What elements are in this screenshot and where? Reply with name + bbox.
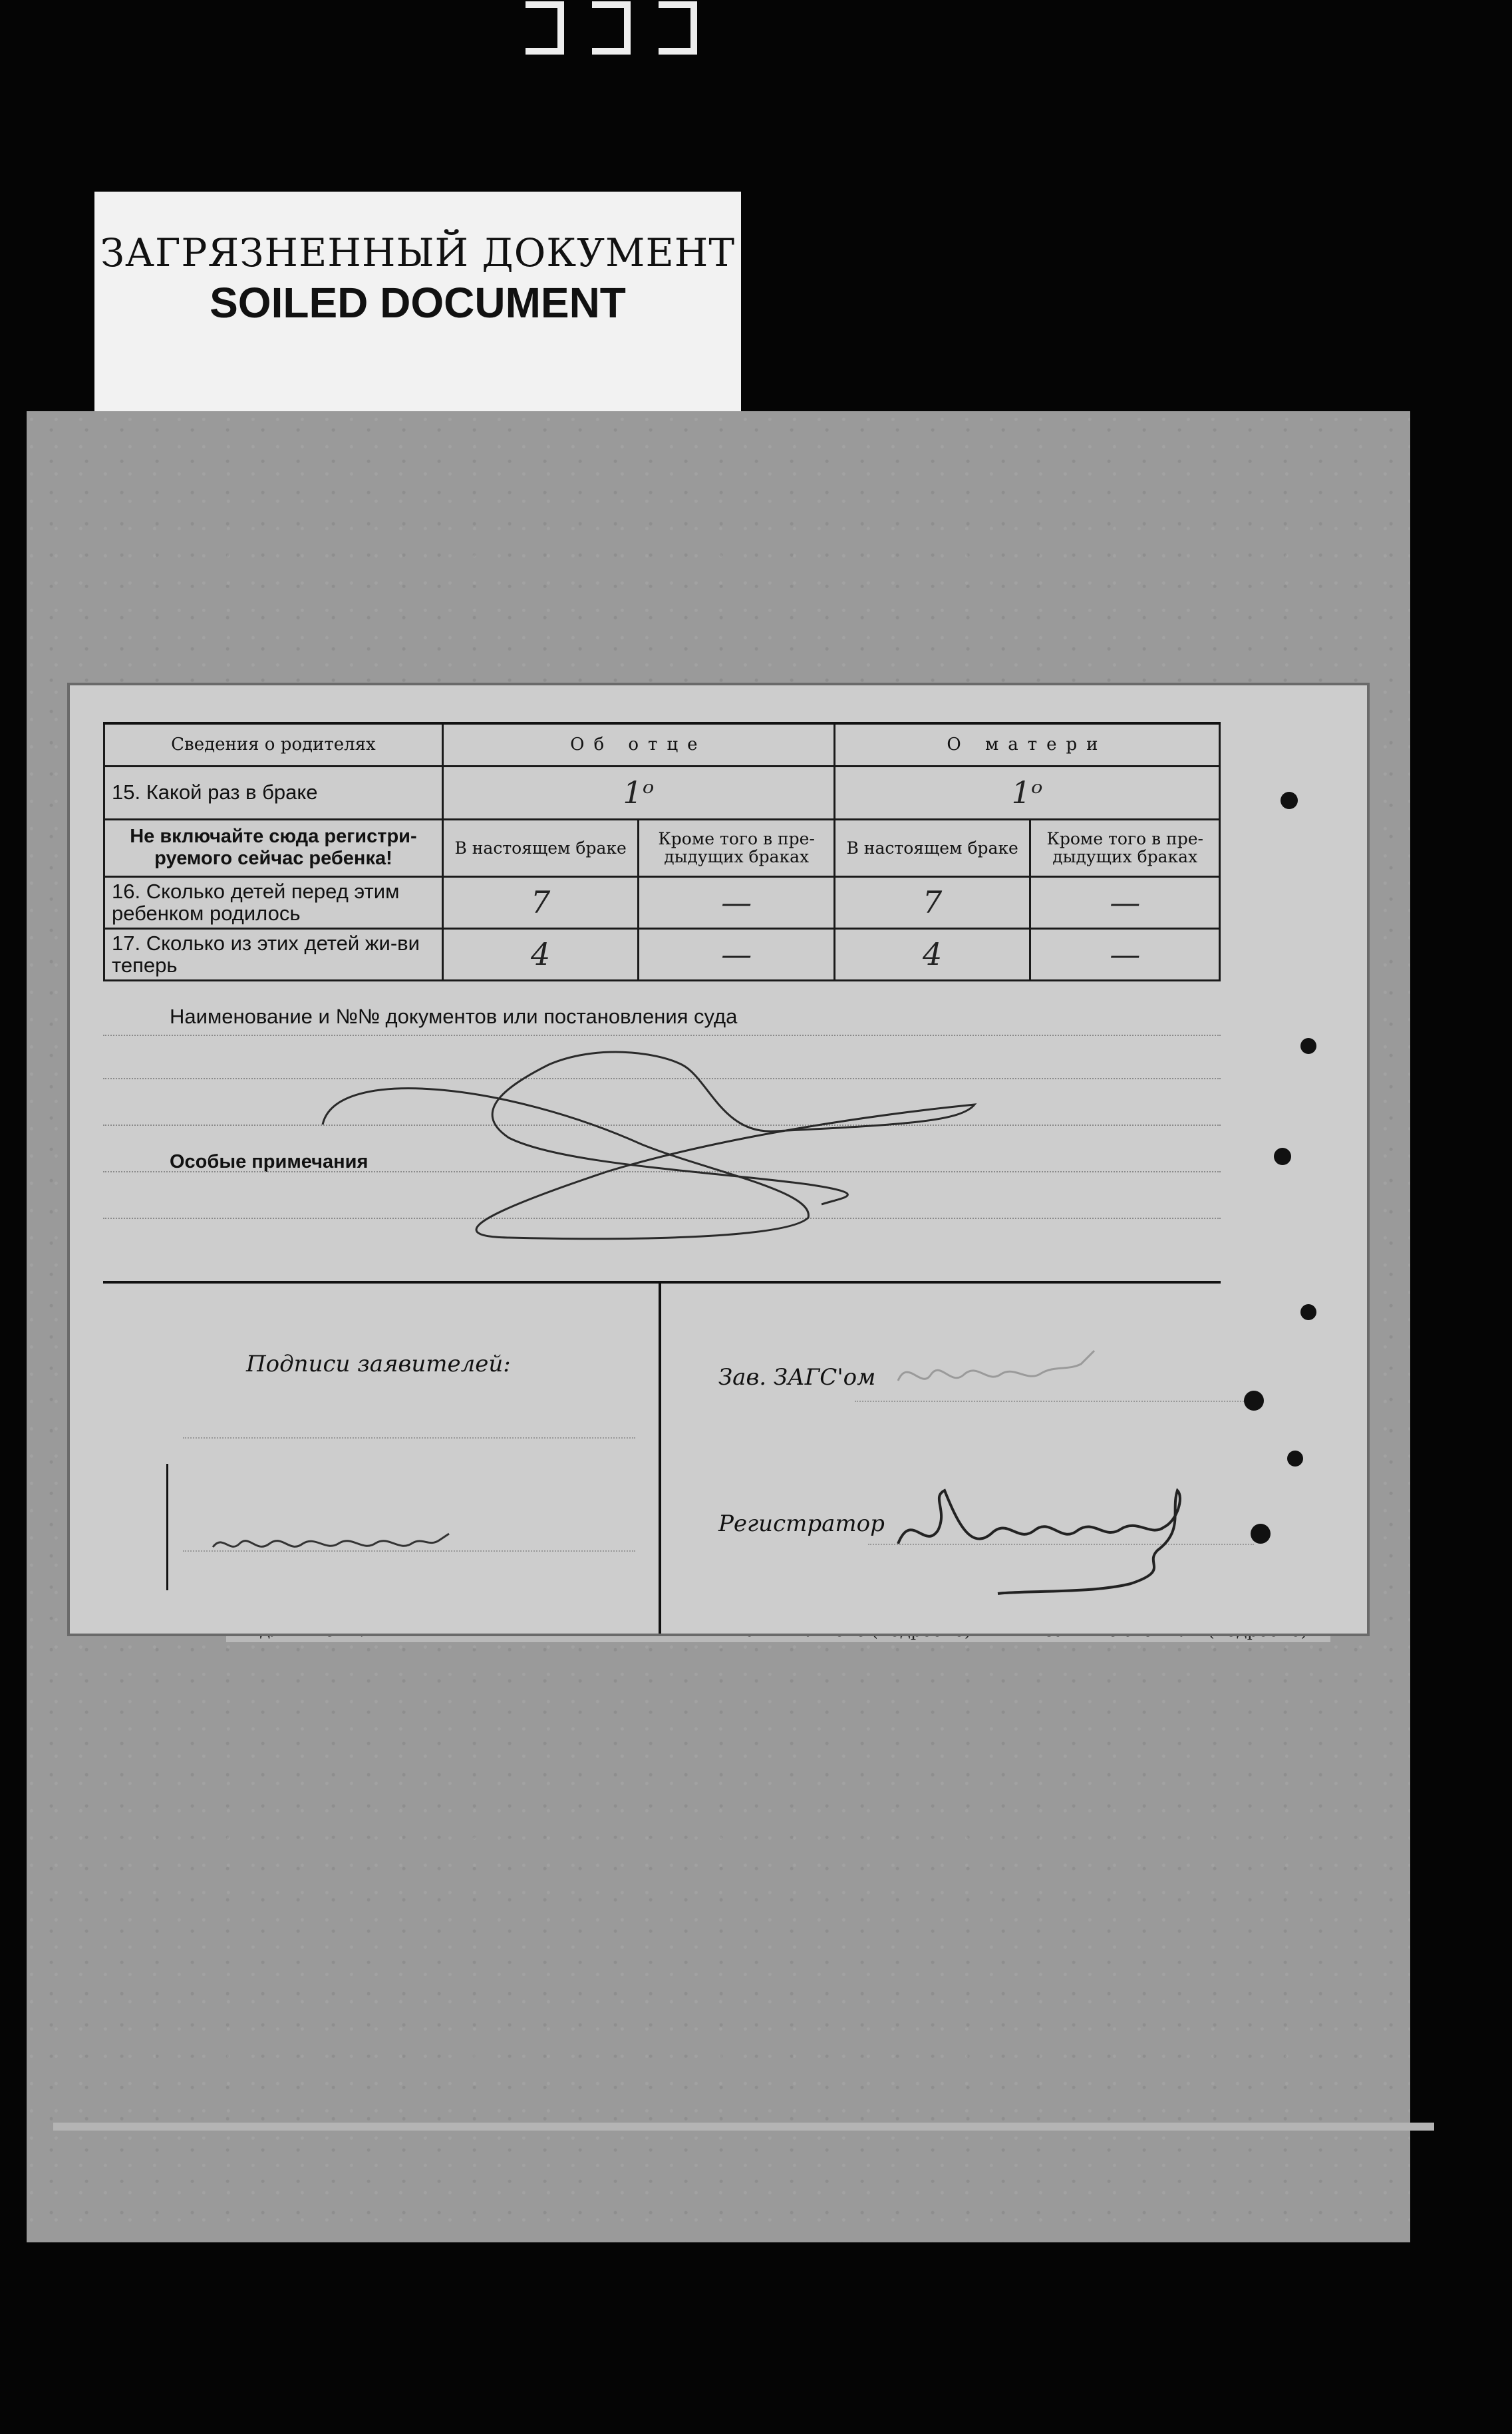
exclude-note: Не включайте сюда регистри-руемого сейчас ребенка! [104, 819, 443, 876]
section-divider [103, 1281, 1221, 1284]
subheader-father-previous: Кроме того в пре-дыдущих браках [639, 819, 834, 876]
row16-father-current: 7 [442, 876, 639, 928]
signature-bracket [166, 1464, 168, 1590]
row16-mother-previous: — [1030, 876, 1220, 928]
punch-hole [1300, 1304, 1316, 1320]
signature-line [183, 1437, 635, 1439]
punch-hole [1244, 1391, 1264, 1411]
subheader-father-current: В настоящем браке [442, 819, 639, 876]
header-mother: О матери [834, 723, 1219, 766]
subheader-mother-current: В настоящем браке [834, 819, 1030, 876]
subheader-mother-previous: Кроме того в пре-дыдущих браках [1030, 819, 1220, 876]
documents-label: Наименование и №№ документов или постановления суда [170, 1005, 738, 1028]
header-father: Об отце [442, 723, 834, 766]
row15-father: 1ᵒ [442, 766, 834, 819]
row17-father-current: 4 [442, 928, 639, 980]
film-frame-marks [526, 1, 698, 48]
notes-label: Особые примечания [170, 1151, 369, 1172]
cardboard-fold [53, 2123, 1434, 2131]
punch-hole [1300, 1038, 1316, 1054]
row17-mother-current: 4 [834, 928, 1030, 980]
cancellation-scribble [309, 1025, 1074, 1251]
label-english: SOILED DOCUMENT [210, 279, 626, 327]
punch-hole [1287, 1451, 1303, 1467]
frame-mark [526, 1, 564, 55]
row16-father-previous: — [639, 876, 834, 928]
punch-hole [1281, 792, 1298, 809]
label-russian: ЗАГРЯЗНЕННЫЙ ДОКУМЕНТ [100, 230, 736, 275]
frame-mark [592, 1, 631, 55]
row17-father-previous: — [639, 928, 834, 980]
frame-mark [659, 1, 697, 55]
zags-head-label: Зав. ЗАГС'ом [718, 1364, 876, 1391]
soiled-document-label [94, 192, 741, 411]
row15-mother: 1ᵒ [834, 766, 1219, 819]
zags-head-signature [895, 1344, 1114, 1404]
row16-label: 16. Сколько детей перед этим ребенком родилось [104, 876, 443, 928]
parents-table [103, 722, 1221, 981]
signature-divider [659, 1281, 661, 1634]
row17-mother-previous: — [1030, 928, 1220, 980]
row17-label: 17. Сколько из этих детей жи-ви теперь [104, 928, 443, 980]
registration-card [70, 685, 1367, 1634]
applicants-signatures-label: Подписи заявителей: [246, 1351, 511, 1377]
punch-hole [1274, 1148, 1291, 1165]
punch-hole [1251, 1524, 1271, 1544]
registrar-signature [891, 1471, 1211, 1624]
applicant-signature [210, 1520, 462, 1567]
row15-label: 15. Какой раз в браке [104, 766, 443, 819]
row16-mother-current: 7 [834, 876, 1030, 928]
registrar-label: Регистратор [718, 1510, 885, 1537]
header-parents: Сведения о родителях [104, 723, 443, 766]
